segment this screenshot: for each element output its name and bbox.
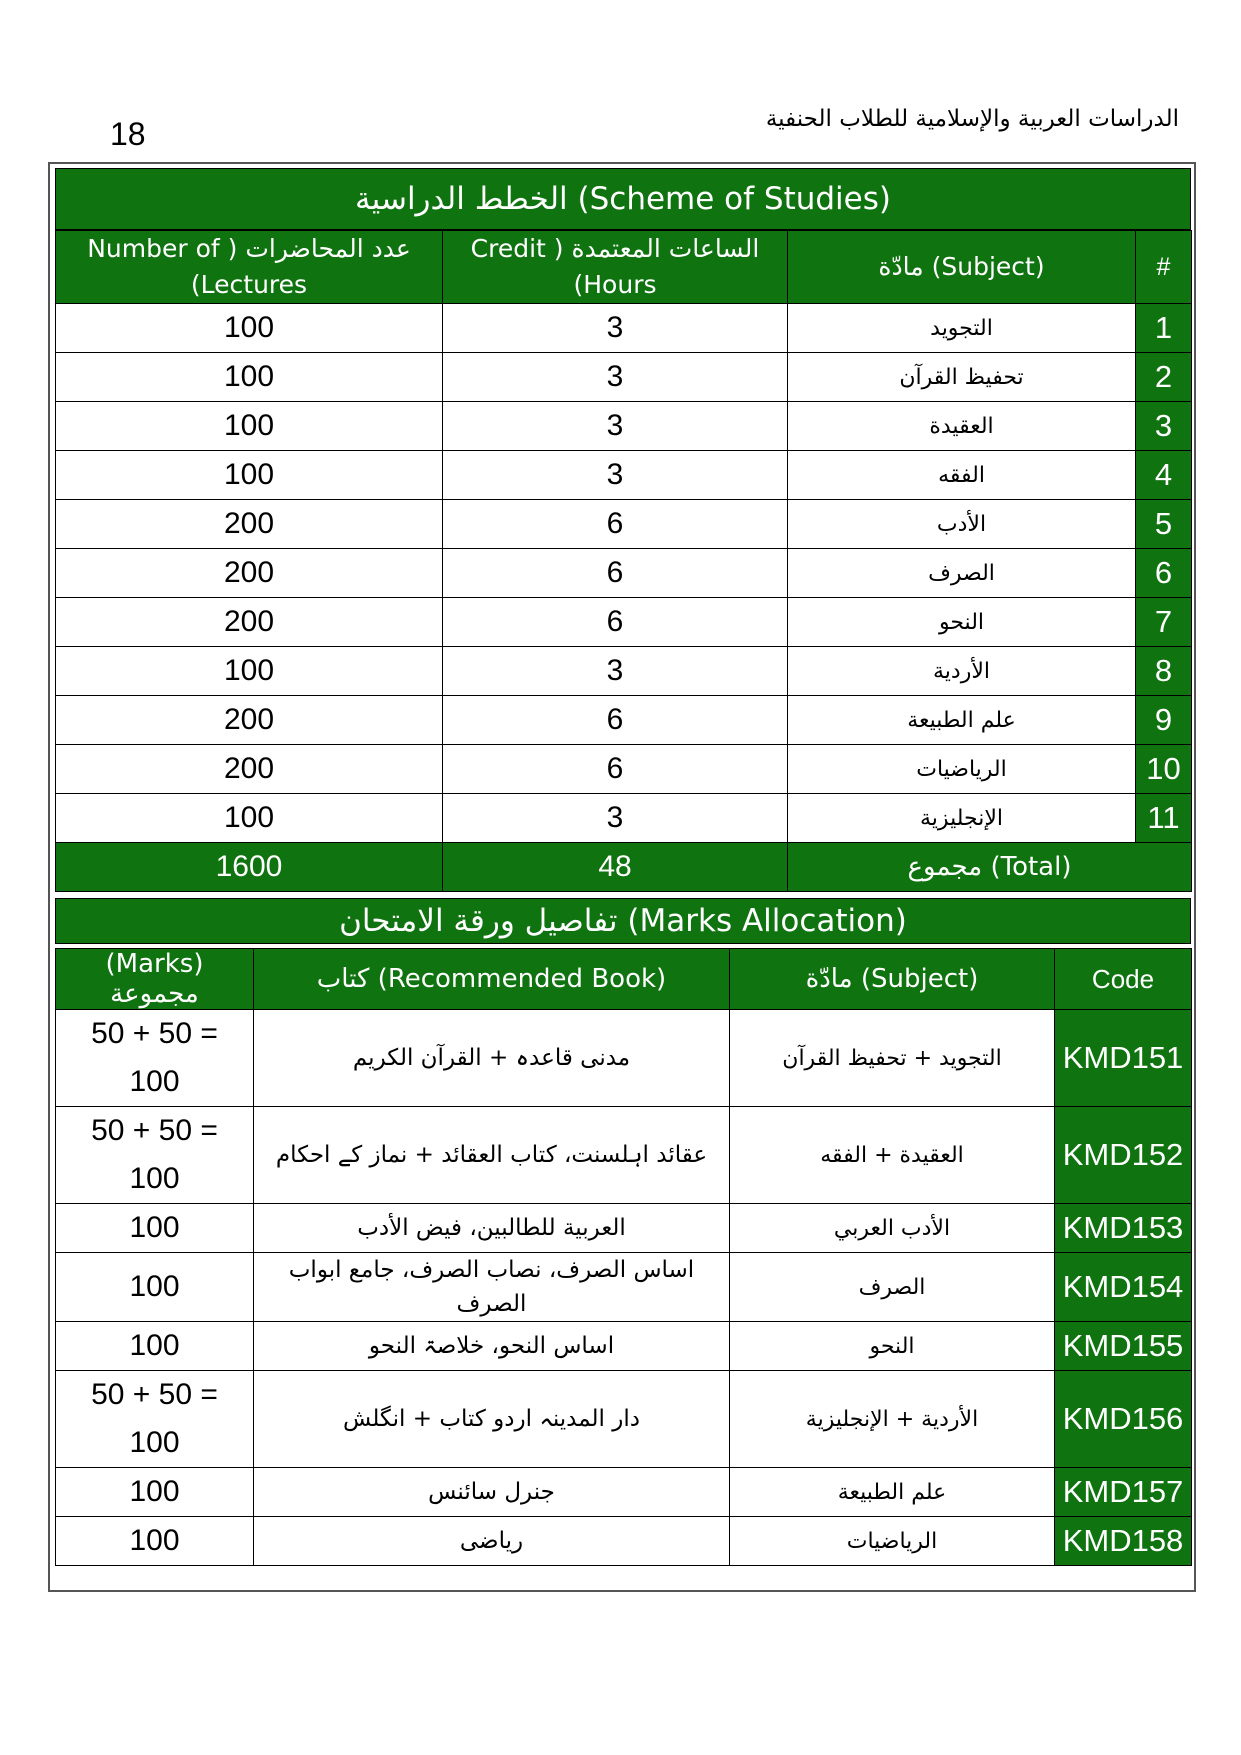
scheme-row [56,794,1192,843]
row-marks: 50 + 50 = 100 [56,1371,254,1468]
row-credit: 3 [443,647,788,696]
marks-row [56,1322,1192,1371]
row-book: جنرل سائنس [254,1468,730,1517]
row-code: KMD158 [1055,1517,1192,1566]
scheme-row [56,745,1192,794]
row-code: KMD155 [1055,1322,1192,1371]
row-marks: 50 + 50 = 100 [56,1010,254,1107]
marks-row [56,1107,1192,1204]
row-marks-subject: الأدب العربي [730,1204,1055,1253]
row-marks: 100 [56,1253,254,1322]
row-marks-subject: الأردية + الإنجليزية [730,1371,1055,1468]
col-marks: (Marks) مجموعة [56,949,254,1010]
row-number: 10 [1136,745,1192,794]
scheme-row [56,500,1192,549]
row-credit: 3 [443,402,788,451]
scheme-row [56,647,1192,696]
row-subject: النحو [788,598,1136,647]
row-credit: 3 [443,451,788,500]
total-label: (Total) مجموع [788,843,1192,892]
row-marks: 100 [56,1468,254,1517]
row-credit: 6 [443,745,788,794]
row-lectures: 100 [56,353,443,402]
row-marks: 100 [56,1517,254,1566]
marks-title [55,898,1191,944]
row-book: دار المدینہ اردو کتاب + انگلش [254,1371,730,1468]
row-subject: الرياضيات [788,745,1136,794]
scheme-row [56,549,1192,598]
total-lectures: 1600 [56,843,443,892]
row-subject: تحفيظ القرآن [788,353,1136,402]
col-marks-subject: (Subject) مادّة [730,949,1055,1010]
row-lectures: 200 [56,549,443,598]
row-number: 5 [1136,500,1192,549]
row-number: 1 [1136,304,1192,353]
marks-row [56,1253,1192,1322]
row-lectures: 100 [56,794,443,843]
total-credit: 48 [443,843,788,892]
col-book: (Recommended Book) كتاب [254,949,730,1010]
row-credit: 3 [443,353,788,402]
row-code: KMD154 [1055,1253,1192,1322]
row-lectures: 100 [56,647,443,696]
row-number: 2 [1136,353,1192,402]
running-header: الدراسات العربية والإسلامية للطلاب الحنفية [765,106,1179,132]
row-subject: الفقه [788,451,1136,500]
col-num: # [1136,231,1192,304]
col-credit: الساعات المعتمدة ( Credit Hours) [443,231,788,304]
row-code: KMD152 [1055,1107,1192,1204]
row-marks-subject: علم الطبيعة [730,1468,1055,1517]
row-lectures: 200 [56,745,443,794]
row-subject: علم الطبيعة [788,696,1136,745]
scheme-table [55,230,1192,892]
row-code: KMD157 [1055,1468,1192,1517]
row-number: 4 [1136,451,1192,500]
scheme-row [56,353,1192,402]
marks-row [56,1468,1192,1517]
row-credit: 6 [443,696,788,745]
row-number: 3 [1136,402,1192,451]
row-marks-subject: النحو [730,1322,1055,1371]
row-book: ریاضی [254,1517,730,1566]
marks-table [55,948,1192,1566]
row-credit: 6 [443,549,788,598]
scheme-row [56,598,1192,647]
row-marks-subject: الصرف [730,1253,1055,1322]
row-marks-subject: الرياضيات [730,1517,1055,1566]
row-lectures: 200 [56,500,443,549]
col-code: Code [1055,949,1192,1010]
row-lectures: 200 [56,696,443,745]
row-book: اساس الصرف، نصاب الصرف، جامع ابواب الصرف [254,1253,730,1322]
scheme-row [56,402,1192,451]
row-book: اساس النحو، خلاصۃ النحو [254,1322,730,1371]
row-number: 11 [1136,794,1192,843]
row-subject: العقيدة [788,402,1136,451]
row-number: 6 [1136,549,1192,598]
row-credit: 6 [443,500,788,549]
row-credit: 6 [443,598,788,647]
scheme-title-text: (Scheme of Studies) الخطط الدراسية [355,181,891,217]
row-marks: 100 [56,1322,254,1371]
col-lectures: عدد المحاضرات ( Number of Lectures) [56,231,443,304]
row-book: عقائد اہلسنت، کتاب العقائد + نماز کے احکام [254,1107,730,1204]
row-code: KMD153 [1055,1204,1192,1253]
row-code: KMD156 [1055,1371,1192,1468]
col-subject: (Subject) مادّة [788,231,1136,304]
marks-row [56,1517,1192,1566]
row-subject: الصرف [788,549,1136,598]
marks-row [56,1204,1192,1253]
row-book: العربية للطالبين، فيض الأدب [254,1204,730,1253]
row-book: مدنی قاعدہ + القرآن الكريم [254,1010,730,1107]
row-credit: 3 [443,794,788,843]
row-number: 8 [1136,647,1192,696]
scheme-row [56,451,1192,500]
row-lectures: 100 [56,304,443,353]
row-subject: الإنجليزية [788,794,1136,843]
row-lectures: 100 [56,451,443,500]
row-number: 9 [1136,696,1192,745]
scheme-row [56,304,1192,353]
row-code: KMD151 [1055,1010,1192,1107]
marks-title-text: (Marks Allocation) تفاصيل ورقة الامتحان [339,903,907,939]
marks-row [56,1010,1192,1107]
total-row [56,843,1192,892]
row-subject: الأردية [788,647,1136,696]
row-marks: 50 + 50 = 100 [56,1107,254,1204]
row-subject: التجويد [788,304,1136,353]
marks-row [56,1371,1192,1468]
row-marks-subject: التجويد + تحفيظ القرآن [730,1010,1055,1107]
row-number: 7 [1136,598,1192,647]
row-marks-subject: العقيدة + الفقه [730,1107,1055,1204]
row-lectures: 100 [56,402,443,451]
page-number: 18 [110,116,146,152]
scheme-title [55,168,1191,230]
row-subject: الأدب [788,500,1136,549]
row-credit: 3 [443,304,788,353]
row-marks: 100 [56,1204,254,1253]
scheme-row [56,696,1192,745]
row-lectures: 200 [56,598,443,647]
